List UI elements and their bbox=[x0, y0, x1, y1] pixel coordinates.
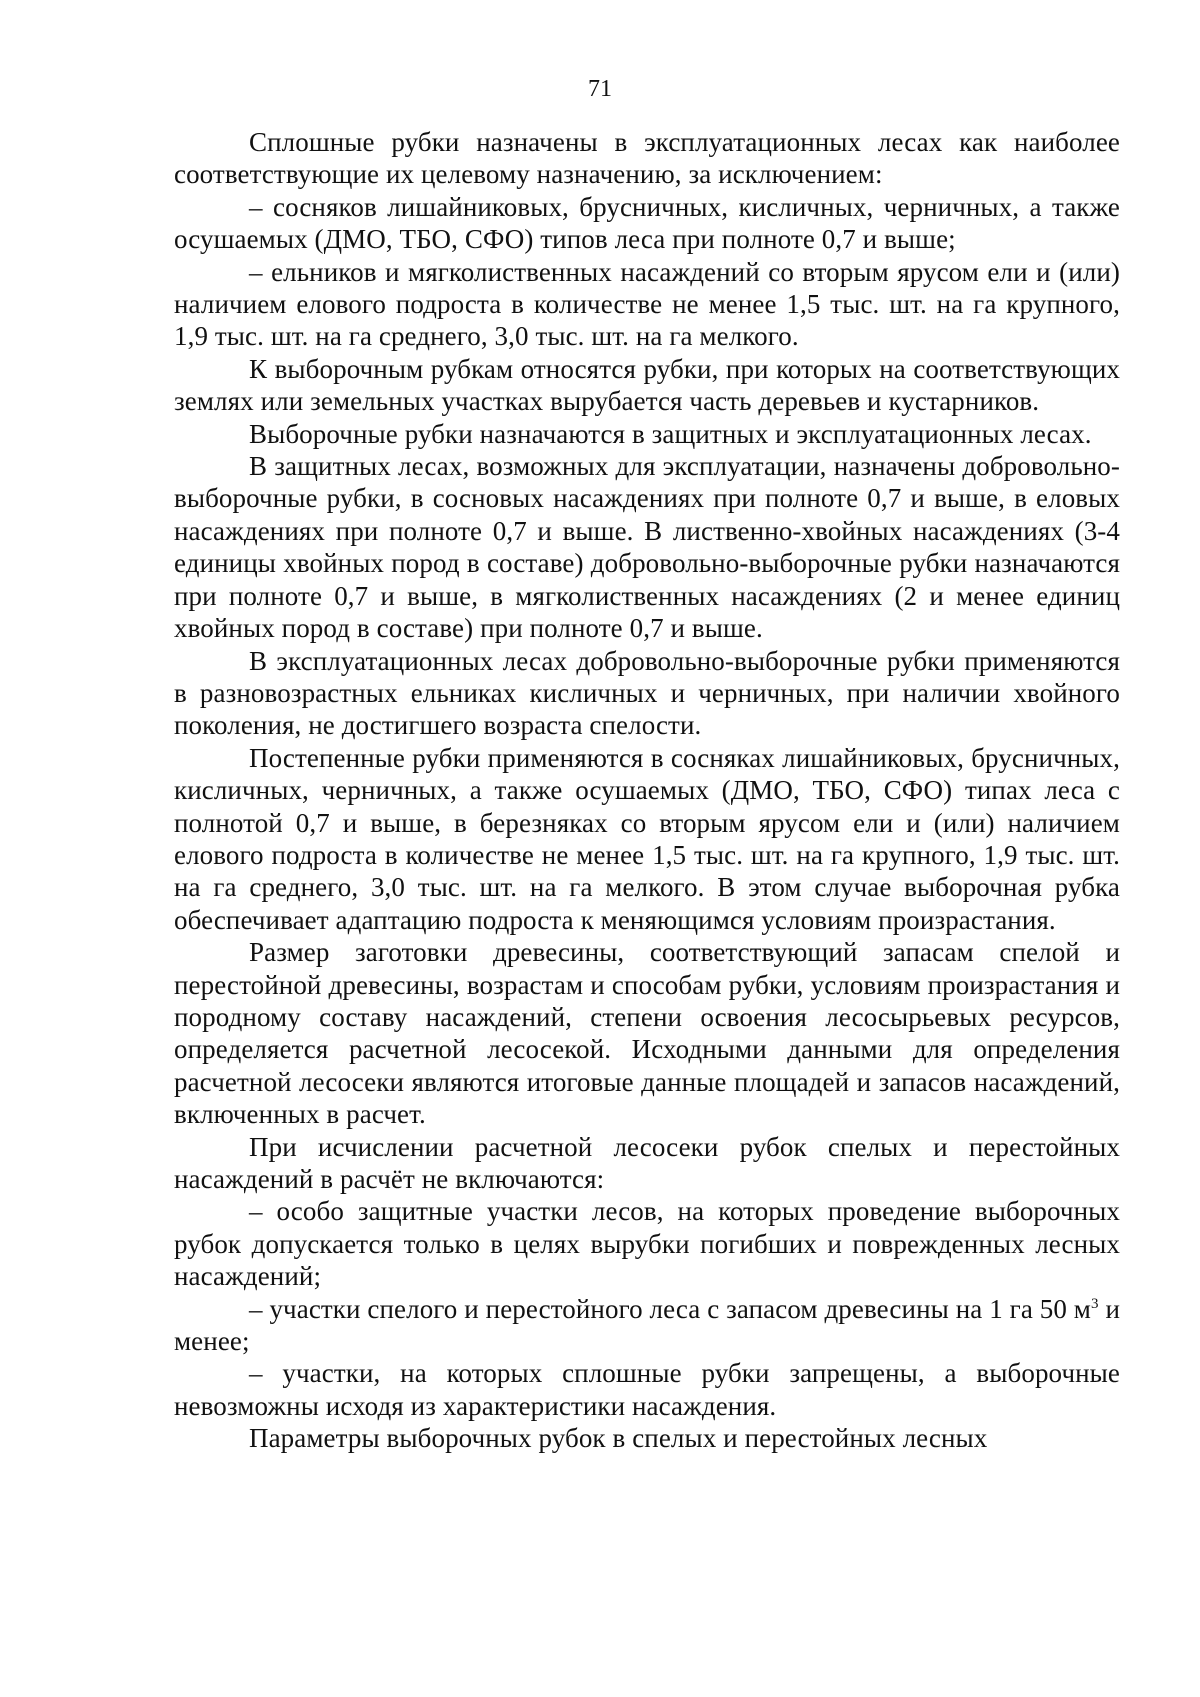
paragraph-prohibited-areas: – участки, на которых сплошные рубки запрещены, а выборочные невозможны исходя из характеристики насаждения. bbox=[174, 1358, 1120, 1421]
paragraph-clearcut-intro: Сплошные рубки назначены в эксплуатационных лесах как наиболее соответствующие их целевому назначению, за исключением: bbox=[174, 127, 1120, 190]
paragraph-selective-assignment: Выборочные рубки назначаются в защитных и эксплуатационных лесах. bbox=[249, 418, 1092, 449]
low-volume-text-end: и менее; bbox=[174, 1293, 1120, 1357]
paragraph-exploitation-forests: В эксплуатационных лесах добровольно-выборочные рубки применяются в разновозрастных ельниках кисличных и черничных, при наличии хвойного поколения, не достигшего возраста спелости. bbox=[174, 645, 1120, 741]
low-volume-text: – участки спелого и перестойного леса с запасом древесины на 1 га 50 м bbox=[249, 1293, 1091, 1324]
paragraph-special-protective-areas: – особо защитные участки лесов, на которых проведение выборочных рубок допускается только в целях вырубки погибших и поврежденных лесных насаждений; bbox=[174, 1196, 1120, 1292]
paragraph-pine-exception: – сосняков лишайниковых, брусничных, кисличных, черничных, а также осушаемых (ДМО, ТБО, СФО) типов леса при полноте 0,7 и выше; bbox=[174, 191, 1120, 255]
paragraph-selective-definition: К выборочным рубкам относятся рубки, при которых на соответствующих землях или земельных участках вырубается часть деревьев и кустарников. bbox=[174, 353, 1120, 417]
paragraph-gradual-cuttings: Постепенные рубки применяются в сосняках лишайниковых, брусничных, кисличных, черничных, а также осушаемых (ДМО, ТБО, СФО) типах леса с полнотой 0,7 и выше, в березняках со вторым ярусом ели и (или) наличием елового подроста в количестве не менее 1,5 тыс. шт. на га крупного, 1,9 тыс. шт. на га среднего, 3,0 тыс. шт. на га мелкого. В этом случае выборочная рубка обеспечивает адаптацию подроста к меняющимся условиям произрастания. bbox=[174, 742, 1120, 935]
paragraph-spruce-exception: – ельников и мягколиственных насаждений со вторым ярусом ели и (или) наличием елового подроста в количестве не менее 1,5 тыс. шт. на га крупного, 1,9 тыс. шт. на га среднего, 3,0 тыс. шт. на га мелкого. bbox=[174, 256, 1120, 352]
paragraph-calculation-exclusions: При исчислении расчетной лесосеки рубок спелых и перестойных насаждений в расчёт не включаются: bbox=[174, 1131, 1120, 1194]
cubic-superscript: 3 bbox=[1090, 1295, 1099, 1312]
paragraph-low-volume-stands bbox=[174, 1293, 1120, 1358]
page-number: 71 bbox=[588, 76, 612, 102]
paragraph-harvest-volume: Размер заготовки древесины, соответствующий запасам спелой и перестойной древесины, возрастам и способам рубки, условиям произрастания и породному составу насаждений, степени освоения лесосырьевых ресурсов, определяется расчетной лесосекой. Исходными данными для определения расчетной лесосеки являются итоговые данные площадей и запасов насаждений, включенных в расчет. bbox=[174, 937, 1120, 1130]
paragraph-protective-forests: В защитных лесах, возможных для эксплуатации, назначены добровольно-выборочные рубки, в сосновых насаждениях при полноте 0,7 и выше, в еловых насаждениях при полноте 0,7 и выше. В лиственно-хвойных насаждениях (3-4 единицы хвойных пород в составе) добровольно-выборочные рубки назначаются при полноте 0,7 и выше, в мягколиственных насаждениях (2 и менее единиц хвойных пород в составе) при полноте 0,7 и выше. bbox=[174, 451, 1120, 644]
document-body bbox=[174, 126, 1120, 1455]
paragraph-selective-parameters: Параметры выборочных рубок в спелых и перестойных лесных bbox=[249, 1423, 988, 1454]
